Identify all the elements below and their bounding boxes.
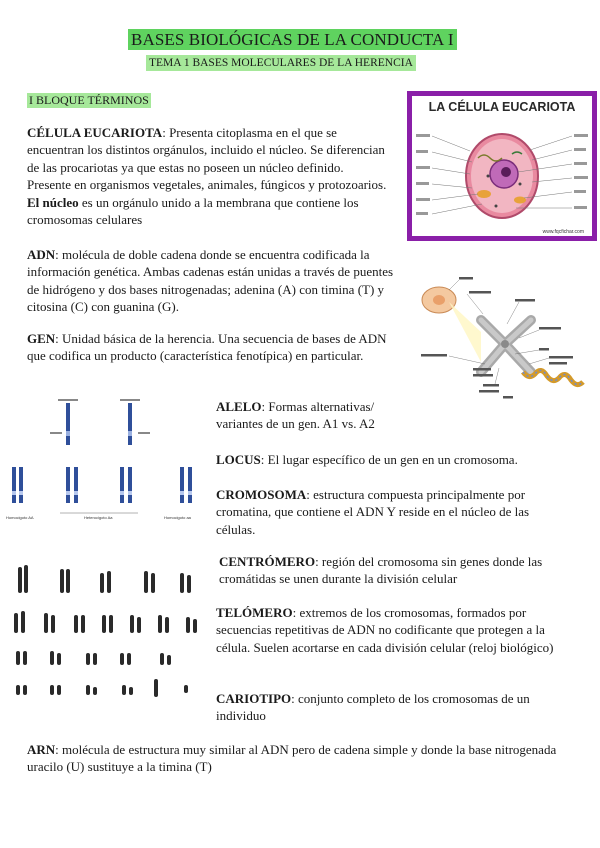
term-label: CARIOTIPO [216, 691, 292, 706]
homozygous-aa-label: Homocigoto aa [164, 515, 191, 520]
term-label: CÉLULA EUCARIOTA [27, 125, 163, 140]
cell-illustration [412, 96, 592, 236]
term-definition: es un orgánulo unido a la membrana que contiene los cromosomas celulares [27, 194, 359, 228]
term-sublabel: El núcleo [27, 194, 79, 210]
term-celula-eucariota [27, 124, 389, 228]
document-subtitle: TEMA 1 BASES MOLECULARES DE LA HERENCIA [146, 55, 416, 71]
chromosome-structure-figure [419, 272, 589, 407]
term-alelo [216, 398, 406, 433]
term-gen [27, 330, 401, 365]
term-definition: : molécula de estructura muy similar al ADN pero de cadena simple y donde la base nitrogenada uracilo (U) sustituye a la timina (T) [27, 742, 557, 775]
term-definition: : Presenta citoplasma en el que se encuentran los distintos orgánulos, incluido el núcleo. Se diferencian de las procariotas ya que estas no poseen un núcleo definido. Presente en organismos vegetales, animales, fúngicos y protozoarios. [27, 125, 387, 193]
alleles-diagram [4, 395, 204, 523]
term-cariotipo [216, 690, 570, 725]
heterozygous-label: Heterocigoto Aa [84, 515, 113, 520]
term-definition: : Unidad básica de la herencia. Una secuencia de bases de ADN que codifica un producto (característica fenotípica) en particular. [27, 331, 387, 364]
term-centromero [219, 553, 569, 588]
karyotype-figure [4, 561, 204, 709]
term-label: CROMOSOMA [216, 487, 307, 502]
term-cromosoma [216, 486, 570, 538]
term-definition: : Formas alternativas/ variantes de un gen. A1 vs. A2 [216, 399, 375, 432]
cell-figure-source: www.fqcfichar.com [542, 229, 584, 235]
term-definition: : conjunto completo de los cromosomas de un individuo [216, 691, 530, 724]
term-telomero [216, 604, 570, 656]
term-definition: : región del cromosoma sin genes donde las cromátidas se unen durante la división celular [219, 554, 543, 587]
term-definition: : extremos de los cromosomas, formados por secuencias repetitivas de ADN no codificante que protegen a la célula. Suelen acortarse en cada división celular (reloj biológico) [216, 605, 554, 655]
term-definition: : molécula de doble cadena donde se encuentra codificada la información genética. Ambas cadenas están unidas a través de puentes de hidrógeno y dos bases nitrogenadas; adenina (A) con timina (T) y citosina (C) con guanina (G). [27, 247, 394, 315]
term-locus [216, 451, 566, 468]
term-label: ADN [27, 247, 56, 262]
term-label: LOCUS [216, 452, 261, 467]
homozygous-AA-label: Homocigoto AA [6, 515, 34, 520]
term-label: TELÓMERO [216, 605, 293, 620]
term-adn [27, 246, 399, 316]
term-definition: : El lugar específico de un gen en un cromosoma. [260, 452, 518, 467]
term-label: CENTRÓMERO [219, 554, 316, 569]
term-definition: : estructura compuesta principalmente por cromatina, que contiene el ADN Y reside en el núcleo de las células. [216, 487, 530, 537]
document-title: BASES BIOLÓGICAS DE LA CONDUCTA I [128, 29, 457, 50]
term-label: GEN [27, 331, 56, 346]
section-heading: I BLOQUE TÉRMINOS [29, 93, 149, 107]
eukaryotic-cell-figure [407, 91, 597, 241]
term-label: ARN [27, 742, 56, 757]
term-arn [27, 741, 567, 776]
cell-figure-title: LA CÉLULA EUCARIOTA [428, 100, 576, 114]
term-label: ALELO [216, 399, 262, 414]
